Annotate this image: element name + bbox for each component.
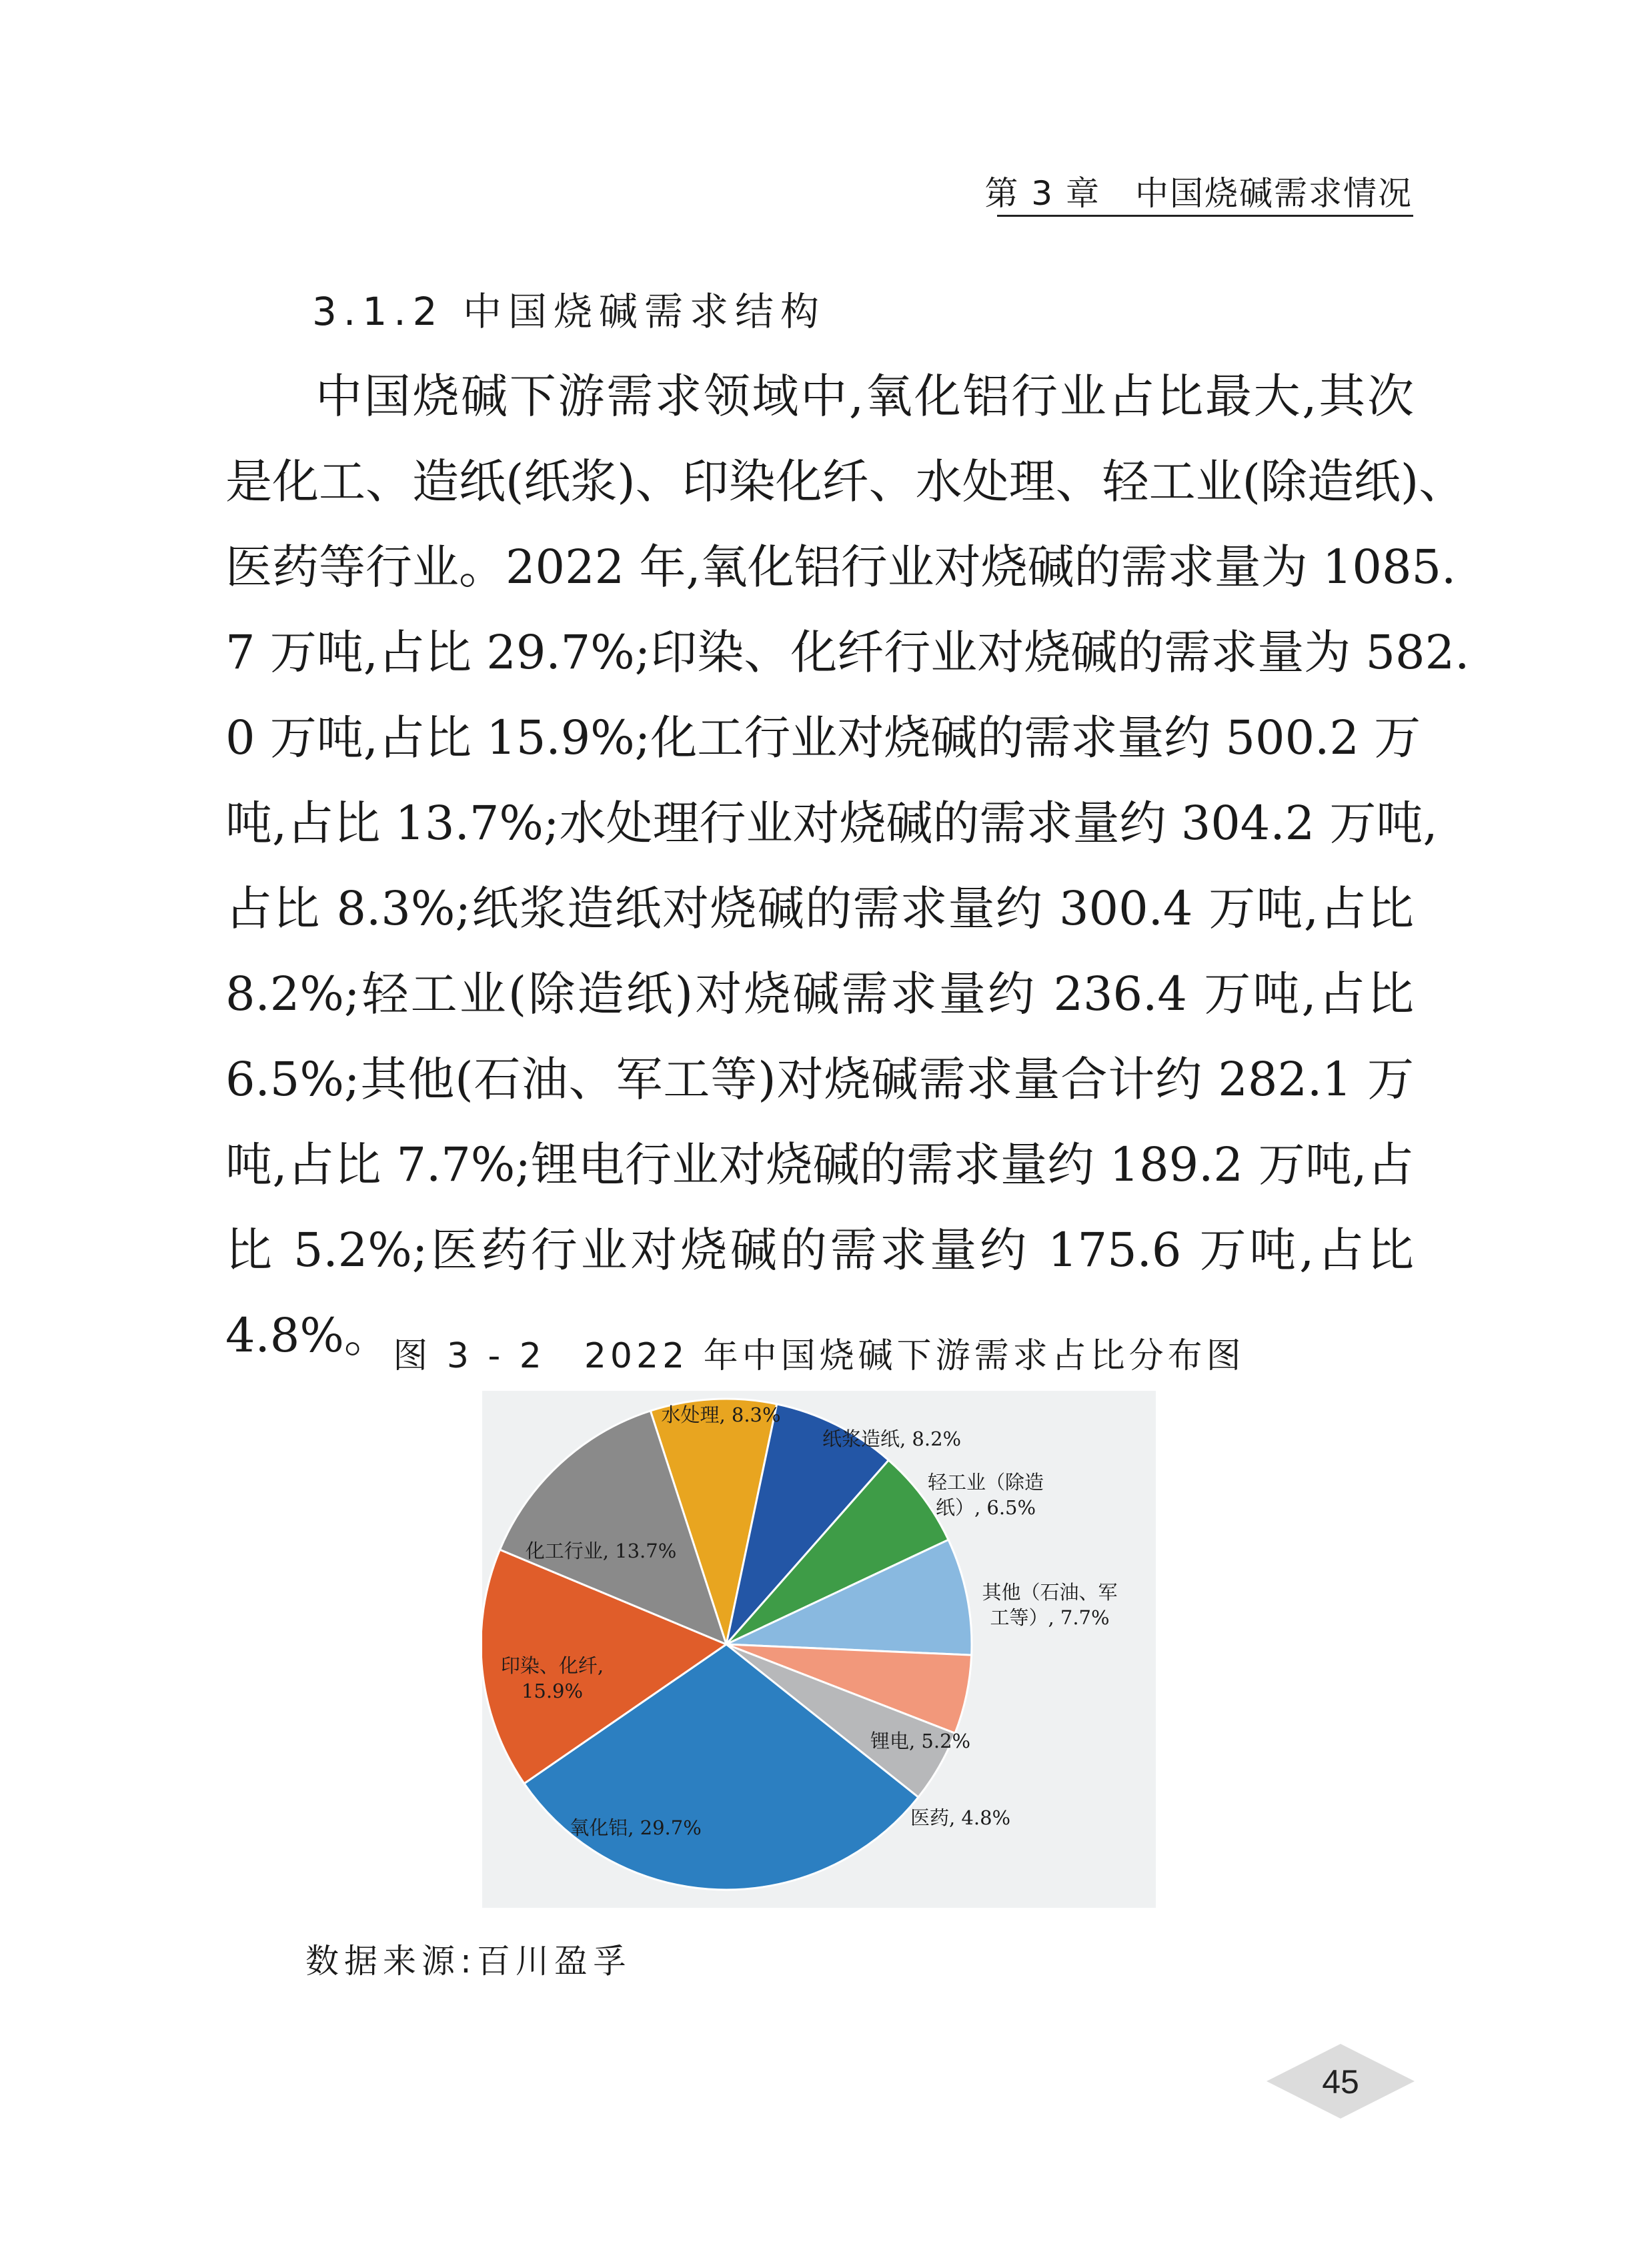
paragraph-line: 占比 8.3%;纸浆造纸对烧碱的需求量约 300.4 万吨,占比	[225, 881, 1414, 936]
paragraph-line: 8.2%;轻工业(除造纸)对烧碱需求量约 236.4 万吨,占比	[225, 967, 1414, 1021]
section-heading: 3.1.2 中国烧碱需求结构	[312, 289, 826, 334]
paragraph-line: 是化工、造纸(纸浆)、印染化纤、水处理、轻工业(除造纸)、	[225, 454, 1466, 509]
paragraph-line: 医药等行业。2022 年,氧化铝行业对烧碱的需求量为 1085.	[225, 540, 1457, 594]
pie-slice-label: 水处理, 8.3%	[661, 1403, 781, 1426]
paragraph-line: 6.5%;其他(石油、军工等)对烧碱需求量合计约 282.1 万	[225, 1052, 1414, 1107]
pie-slice-label: 其他（石油、军工等）, 7.7%	[982, 1581, 1118, 1629]
page-number-badge	[1264, 2041, 1417, 2121]
paragraph-line: 4.8%。	[225, 1308, 391, 1363]
paragraph-line: 吨,占比 7.7%;锂电行业对烧碱的需求量约 189.2 万吨,占	[225, 1137, 1414, 1192]
pie-slice-label: 锂电, 5.2%	[870, 1730, 971, 1752]
pie-chart-frame	[482, 1391, 1156, 1908]
pie-slice-label: 纸浆造纸, 8.2%	[822, 1428, 962, 1450]
pie-chart	[482, 1391, 1156, 1908]
pie-slice-label: 化工行业, 13.7%	[525, 1540, 677, 1562]
body-paragraph	[225, 354, 1470, 1378]
paragraph-line: 7 万吨,占比 29.7%;印染、化纤行业对烧碱的需求量为 582.	[225, 625, 1470, 680]
pie-slice-label: 医药, 4.8%	[910, 1806, 1011, 1829]
pie-slice-label: 印染、化纤, 15.9%	[500, 1654, 604, 1702]
pie-slice-label: 轻工业（除造纸）, 6.5%	[927, 1471, 1044, 1519]
header-rule	[997, 215, 1413, 217]
pie-slice-label: 氧化铝, 29.7%	[570, 1816, 702, 1839]
data-source-note: 数据来源:百川盈孚	[305, 1942, 632, 1980]
running-header: 第 3 章 中国烧碱需求情况	[984, 174, 1413, 213]
paragraph-line: 中国烧碱下游需求领域中,氧化铝行业占比最大,其次	[315, 369, 1414, 424]
paragraph-line: 比 5.2%;医药行业对烧碱的需求量约 175.6 万吨,占比	[225, 1223, 1414, 1277]
figure-caption: 图 3 - 2 2022 年中国烧碱下游需求占比分布图	[393, 1336, 1245, 1376]
paragraph-line: 吨,占比 13.7%;水处理行业对烧碱的需求量约 304.2 万吨,	[225, 796, 1438, 851]
page-number: 45	[1322, 2063, 1359, 2101]
paragraph-line: 0 万吨,占比 15.9%;化工行业对烧碱的需求量约 500.2 万	[225, 710, 1421, 765]
